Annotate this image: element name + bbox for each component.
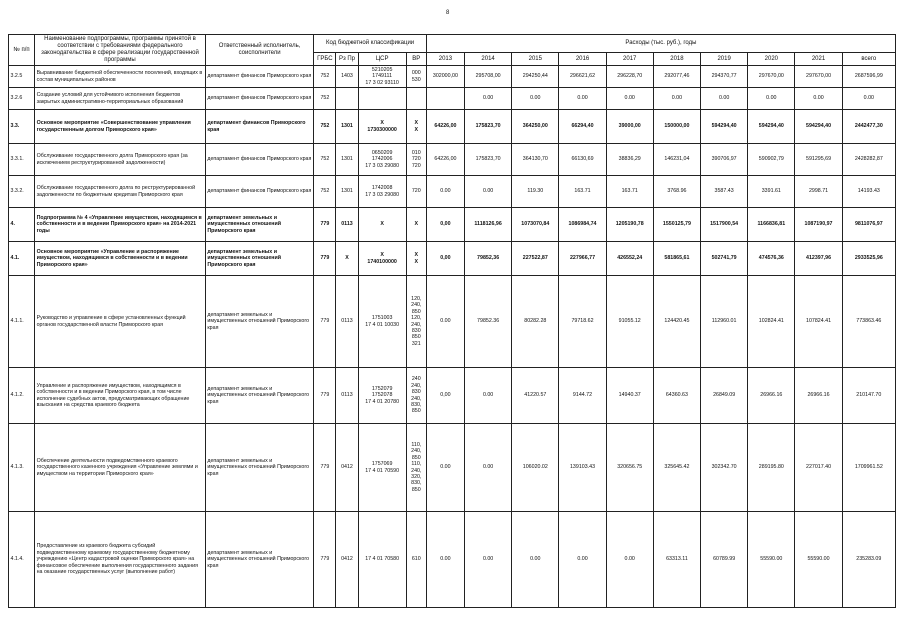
row-y2017: 296228,70 — [606, 66, 653, 88]
row-csr-value: 1740100000 — [367, 258, 397, 265]
row-total: 773863.46 — [842, 276, 895, 368]
row-grbs: 779 — [314, 424, 336, 512]
row-csr-value: 17 4 01 70590 — [365, 467, 400, 474]
row-csr-value: X — [380, 120, 384, 127]
row-csr-value: 17 4 01 70580 — [365, 556, 400, 563]
row-vr-value: 120, 240, 830 850 321 — [411, 315, 422, 347]
row-y2016: 66294,40 — [559, 110, 606, 144]
row-y2019: 112960.01 — [701, 276, 748, 368]
row-y2018: 3768.96 — [653, 176, 700, 208]
row-y2017: 0.00 — [606, 88, 653, 110]
row-y2015: 364130,70 — [512, 144, 559, 176]
row-y2019: 302342.70 — [701, 424, 748, 512]
row-y2018: 0.00 — [653, 88, 700, 110]
row-y2016: 296621,62 — [559, 66, 606, 88]
row-y2014: 0.00 — [465, 424, 512, 512]
row-y2019: 26849.09 — [701, 368, 748, 424]
budget-table — [8, 34, 896, 608]
col-name-header: Наименование подпрограммы, программы принятой в соответствии с требованиями федерального законодательства в сфере реализации государственной программы — [35, 35, 206, 66]
row-y2020: 594294,40 — [748, 110, 795, 144]
row-rzpr: 1301 — [336, 110, 358, 144]
row-y2019: 594294,40 — [701, 110, 748, 144]
row-grbs: 779 — [314, 512, 336, 608]
row-name: Управление и распоряжение имуществом, находящимся в собственности и в ведении Приморского края, в том числе исполнение судебных актов, предусматривающих обращение взыскания на средства краевого бюджета — [35, 368, 206, 424]
row-y2014: 175823,70 — [465, 110, 512, 144]
row-grbs: 752 — [314, 66, 336, 88]
col-year-header: 2013 — [426, 53, 464, 66]
row-y2018: 150000,00 — [653, 110, 700, 144]
col-year-header: 2018 — [653, 53, 700, 66]
row-vr — [406, 144, 426, 176]
row-number: 4.1.4. — [9, 512, 35, 608]
row-y2013: 64226,00 — [426, 144, 464, 176]
row-csr-value: 1752079 — [371, 385, 393, 392]
row-y2013: 64226,00 — [426, 110, 464, 144]
row-number: 3.3.2. — [9, 176, 35, 208]
row-y2013: 0,00 — [426, 368, 464, 424]
row-y2015: 106020.02 — [512, 424, 559, 512]
row-total: 0.00 — [842, 88, 895, 110]
row-y2016: 9144.72 — [559, 368, 606, 424]
row-vr-value: 720 — [411, 156, 421, 163]
table-row — [9, 208, 896, 242]
row-y2015: 0.00 — [512, 88, 559, 110]
col-year-header: 2016 — [559, 53, 606, 66]
row-vr-value: X — [414, 252, 419, 259]
row-vr-value: X — [414, 120, 419, 127]
row-y2019: 0.00 — [701, 88, 748, 110]
row-y2021: 26966.16 — [795, 368, 842, 424]
row-y2013: 0,00 — [426, 208, 464, 242]
row-y2020: 55590.00 — [748, 512, 795, 608]
row-y2015: 41220.57 — [512, 368, 559, 424]
row-csr — [358, 512, 406, 608]
row-csr-value: 17 3 03 29080 — [365, 191, 400, 198]
row-y2021: 591295,69 — [795, 144, 842, 176]
row-y2019: 60789.99 — [701, 512, 748, 608]
row-number: 4.1.2. — [9, 368, 35, 424]
table-row — [9, 144, 896, 176]
row-name: Предоставление из краевого бюджета субсидий подведомственному краевому государственному бюджетному учреждению «Центр кадастровой оценки Приморского края» на финансовое обеспечение выполнения государственного задания на оказание государственных услуг (выполнение работ) — [35, 512, 206, 608]
row-name: Обеспечение деятельности подведомственного краевого государственного казенного учреждения «Управление землями и имуществом на территории Приморского края» — [35, 424, 206, 512]
row-y2016: 0.00 — [559, 88, 606, 110]
table-row — [9, 276, 896, 368]
row-vr-value: 000 — [411, 70, 421, 77]
row-csr-value: 1742008 — [371, 185, 393, 192]
row-y2017: 163.71 — [606, 176, 653, 208]
row-y2016: 163.71 — [559, 176, 606, 208]
col-year-header: 2019 — [701, 53, 748, 66]
row-y2017: 38836,29 — [606, 144, 653, 176]
row-vr — [406, 88, 426, 110]
row-csr-value: 1730300000 — [367, 126, 397, 133]
row-csr — [358, 144, 406, 176]
row-csr-value: 17 3 03 29080 — [365, 162, 400, 169]
row-y2013: 0.00 — [426, 276, 464, 368]
row-csr-value: 17 4 01 20780 — [365, 398, 400, 405]
row-rzpr: 0113 — [336, 276, 358, 368]
row-y2018: 146231,04 — [653, 144, 700, 176]
row-y2014: 0.00 — [465, 512, 512, 608]
row-y2014: 0.00 — [465, 88, 512, 110]
row-y2014: 79852,36 — [465, 242, 512, 276]
row-number: 4. — [9, 208, 35, 242]
row-y2018: 581865,61 — [653, 242, 700, 276]
row-number: 4.1.1. — [9, 276, 35, 368]
row-name: Основное мероприятие «Управление и распоряжение имуществом, находящимся в собственности и в ведении Приморского края» — [35, 242, 206, 276]
row-csr-value: 1749111 — [372, 73, 393, 80]
row-y2016: 66130,69 — [559, 144, 606, 176]
row-rzpr — [336, 88, 358, 110]
row-vr-value: 110, 240, 850 — [411, 441, 422, 461]
row-csr-value: 17 4 01 10030 — [365, 321, 400, 328]
row-y2020: 297670,00 — [748, 66, 795, 88]
row-y2019: 1517900,54 — [701, 208, 748, 242]
row-y2018: 124420.45 — [653, 276, 700, 368]
row-y2017: 320656.75 — [606, 424, 653, 512]
row-y2013: 0.00 — [426, 424, 464, 512]
row-csr — [358, 88, 406, 110]
row-number: 3.3. — [9, 110, 35, 144]
row-y2021: 594294,40 — [795, 110, 842, 144]
row-y2016: 1086984,74 — [559, 208, 606, 242]
row-csr — [358, 66, 406, 88]
row-executor: департамент земельных и имущественных отношений Приморского края — [205, 368, 313, 424]
row-y2021: 0.00 — [795, 88, 842, 110]
row-total: 235283.09 — [842, 512, 895, 608]
row-y2015: 1073070,84 — [512, 208, 559, 242]
col-num-header: № п/п — [9, 35, 35, 66]
col-year-header: 2021 — [795, 53, 842, 66]
row-y2019: 3587.43 — [701, 176, 748, 208]
row-y2019: 294370,77 — [701, 66, 748, 88]
table-row — [9, 88, 896, 110]
row-total: 2442477,30 — [842, 110, 895, 144]
col-year-header: 2017 — [606, 53, 653, 66]
row-y2020: 1166836,81 — [748, 208, 795, 242]
row-y2019: 502741,79 — [701, 242, 748, 276]
row-y2020: 0.00 — [748, 88, 795, 110]
row-rzpr: 0412 — [336, 512, 358, 608]
row-vr-value: X — [414, 221, 419, 228]
table-row — [9, 424, 896, 512]
row-rzpr: 1301 — [336, 176, 358, 208]
row-executor: департамент финансов Приморского края — [205, 144, 313, 176]
row-grbs: 779 — [314, 242, 336, 276]
row-y2015: 364250,00 — [512, 110, 559, 144]
row-y2013: 0.00 — [426, 176, 464, 208]
row-vr-value: 120, 240, 850 — [411, 295, 422, 315]
row-y2013 — [426, 88, 464, 110]
row-y2015: 294250,44 — [512, 66, 559, 88]
row-executor: департамент финансов Приморского края — [205, 88, 313, 110]
row-y2018: 63313.11 — [653, 512, 700, 608]
row-grbs: 779 — [314, 368, 336, 424]
row-number: 3.2.6 — [9, 88, 35, 110]
row-csr-value: 1751003 — [371, 315, 393, 322]
row-csr-value: 17 3 02 93110 — [365, 79, 399, 86]
row-y2018: 325645.42 — [653, 424, 700, 512]
table-row — [9, 512, 896, 608]
row-y2017: 1205190,78 — [606, 208, 653, 242]
row-name: Выравнивание бюджетной обеспеченности поселений, входящих в состав муниципальных районов — [35, 66, 206, 88]
row-csr — [358, 208, 406, 242]
row-y2015: 80282.28 — [512, 276, 559, 368]
row-csr — [358, 424, 406, 512]
row-y2020: 102824.41 — [748, 276, 795, 368]
row-y2021: 412397,96 — [795, 242, 842, 276]
row-executor: департамент земельных и имущественных отношений Приморского края — [205, 242, 313, 276]
row-total: 9811076,97 — [842, 208, 895, 242]
row-y2016: 139103.43 — [559, 424, 606, 512]
row-csr-value: 1757069 — [371, 461, 393, 468]
row-y2017: 14940.37 — [606, 368, 653, 424]
row-y2014: 0.00 — [465, 176, 512, 208]
row-vr-value: 240 — [411, 376, 421, 383]
row-rzpr: X — [336, 242, 358, 276]
row-y2020: 474576,36 — [748, 242, 795, 276]
row-grbs: 752 — [314, 176, 336, 208]
row-total: 2428282,87 — [842, 144, 895, 176]
row-vr-value: 010 — [411, 149, 421, 156]
row-grbs: 752 — [314, 88, 336, 110]
row-y2020: 289195.80 — [748, 424, 795, 512]
row-vr — [406, 242, 426, 276]
row-rzpr: 1301 — [336, 144, 358, 176]
row-vr-value: X — [414, 258, 419, 265]
col-expenses-header: Расходы (тыс. руб.), годы — [426, 35, 895, 53]
row-vr — [406, 208, 426, 242]
row-y2021: 107824.41 — [795, 276, 842, 368]
row-y2017: 0.00 — [606, 512, 653, 608]
row-vr — [406, 512, 426, 608]
row-executor: департамент финансов Приморского края — [205, 176, 313, 208]
row-rzpr: 1403 — [336, 66, 358, 88]
row-total: 2687596,99 — [842, 66, 895, 88]
col-csr-header: ЦСР — [358, 53, 406, 66]
row-y2018: 64360.63 — [653, 368, 700, 424]
row-number: 4.1.3. — [9, 424, 35, 512]
row-vr-value: 610 — [411, 556, 421, 563]
row-number: 3.3.1. — [9, 144, 35, 176]
row-csr-value: 1752078 — [371, 392, 393, 399]
row-grbs: 779 — [314, 208, 336, 242]
row-y2013: 302000,00 — [426, 66, 464, 88]
row-rzpr: 0412 — [336, 424, 358, 512]
col-executor-header: Ответственный исполнитель, соисполнители — [205, 35, 313, 66]
row-name: Основное мероприятие «Совершенствование управления государственным долгом Приморского края» — [35, 110, 206, 144]
col-grbs-header: ГРБС — [314, 53, 336, 66]
row-total: 210147.70 — [842, 368, 895, 424]
col-year-header: 2015 — [512, 53, 559, 66]
row-y2021: 297670,00 — [795, 66, 842, 88]
row-total: 14193.43 — [842, 176, 895, 208]
row-vr — [406, 424, 426, 512]
row-y2013: 0.00 — [426, 512, 464, 608]
row-y2018: 292077,46 — [653, 66, 700, 88]
row-vr-value: 530 — [411, 76, 421, 83]
table-row — [9, 110, 896, 144]
row-vr-value: 720 — [411, 188, 421, 195]
row-vr-value: X — [414, 126, 419, 133]
row-name: Руководство и управление в сфере установленных функций органов государственной власти Приморского края — [35, 276, 206, 368]
row-csr-value: 5210205 — [371, 66, 393, 73]
row-y2013: 0,00 — [426, 242, 464, 276]
row-y2016: 0.00 — [559, 512, 606, 608]
row-vr-value: 240, 830 — [411, 382, 422, 396]
row-executor: департамент финансов Приморского края — [205, 110, 313, 144]
row-y2014: 1118126,96 — [465, 208, 512, 242]
row-y2015: 227522,87 — [512, 242, 559, 276]
row-name: Подпрограмма № 4 «Управление имуществом, находящимся в собственности и в ведении Приморского края» на 2014-2021 годы — [35, 208, 206, 242]
row-csr — [358, 110, 406, 144]
col-total-header: всего — [842, 53, 895, 66]
row-y2014: 295708,00 — [465, 66, 512, 88]
row-y2014: 175823,70 — [465, 144, 512, 176]
row-number: 4.1. — [9, 242, 35, 276]
row-csr — [358, 242, 406, 276]
row-grbs: 779 — [314, 276, 336, 368]
row-vr — [406, 66, 426, 88]
row-y2016: 227966,77 — [559, 242, 606, 276]
row-executor: департамент земельных и имущественных отношений Приморского края — [205, 512, 313, 608]
table-row — [9, 176, 896, 208]
row-y2020: 590902,79 — [748, 144, 795, 176]
table-row — [9, 66, 896, 88]
row-grbs: 752 — [314, 144, 336, 176]
row-y2020: 3391.61 — [748, 176, 795, 208]
row-y2021: 227017.40 — [795, 424, 842, 512]
row-csr-value: X — [380, 252, 384, 259]
col-year-header: 2014 — [465, 53, 512, 66]
row-csr-value: 1742006 — [371, 156, 393, 163]
row-y2018: 1550125,79 — [653, 208, 700, 242]
row-csr — [358, 176, 406, 208]
row-y2019: 390706,97 — [701, 144, 748, 176]
row-vr — [406, 110, 426, 144]
row-rzpr: 0113 — [336, 208, 358, 242]
row-y2017: 426552,24 — [606, 242, 653, 276]
row-name: Обслуживание государственного долга по реструктурированной задолженности по бюджетным кредитам Приморского края — [35, 176, 206, 208]
row-executor: департамент финансов Приморского края — [205, 66, 313, 88]
row-executor: департамент земельных и имущественных отношений Приморского края — [205, 424, 313, 512]
row-csr — [358, 276, 406, 368]
row-csr-value: 0650209 — [371, 149, 393, 156]
col-budget-code-header: Код бюджетной классификации — [314, 35, 427, 53]
row-vr-value: 110, 240, 320, 830, 850 — [411, 461, 422, 493]
row-executor: департамент земельных и имущественных отношений Приморского края — [205, 208, 313, 242]
row-vr — [406, 276, 426, 368]
row-name: Обслуживание государственного долга Приморского края (за исключением реструктурированной задолженности) — [35, 144, 206, 176]
row-grbs: 752 — [314, 110, 336, 144]
table-row — [9, 368, 896, 424]
row-rzpr: 0113 — [336, 368, 358, 424]
row-y2021: 55590.00 — [795, 512, 842, 608]
row-executor: департамент земельных и имущественных отношений Приморского края — [205, 276, 313, 368]
col-vr-header: ВР — [406, 53, 426, 66]
row-y2021: 1087190,97 — [795, 208, 842, 242]
row-y2014: 0.00 — [465, 368, 512, 424]
page-number: 8 — [446, 10, 450, 16]
row-y2015: 119.30 — [512, 176, 559, 208]
row-csr — [358, 368, 406, 424]
row-total: 2933525,96 — [842, 242, 895, 276]
row-vr — [406, 368, 426, 424]
row-y2020: 26966.16 — [748, 368, 795, 424]
row-y2017: 39000,00 — [606, 110, 653, 144]
row-y2021: 2998.71 — [795, 176, 842, 208]
row-y2017: 91055.12 — [606, 276, 653, 368]
row-y2014: 79852.36 — [465, 276, 512, 368]
row-number: 3.2.5 — [9, 66, 35, 88]
row-total: 1709961.52 — [842, 424, 895, 512]
col-year-header: 2020 — [748, 53, 795, 66]
row-name: Создание условий для устойчивого исполнения бюджетов закрытых административно-территориальных образований — [35, 88, 206, 110]
row-vr — [406, 176, 426, 208]
row-vr-value: 240, 830, 850 — [411, 395, 422, 415]
row-y2016: 79718.62 — [559, 276, 606, 368]
row-y2015: 0.00 — [512, 512, 559, 608]
col-rzpr-header: Рз Пр — [336, 53, 358, 66]
table-row — [9, 242, 896, 276]
row-csr-value: X — [380, 221, 384, 228]
row-vr-value: 720 — [411, 162, 421, 169]
